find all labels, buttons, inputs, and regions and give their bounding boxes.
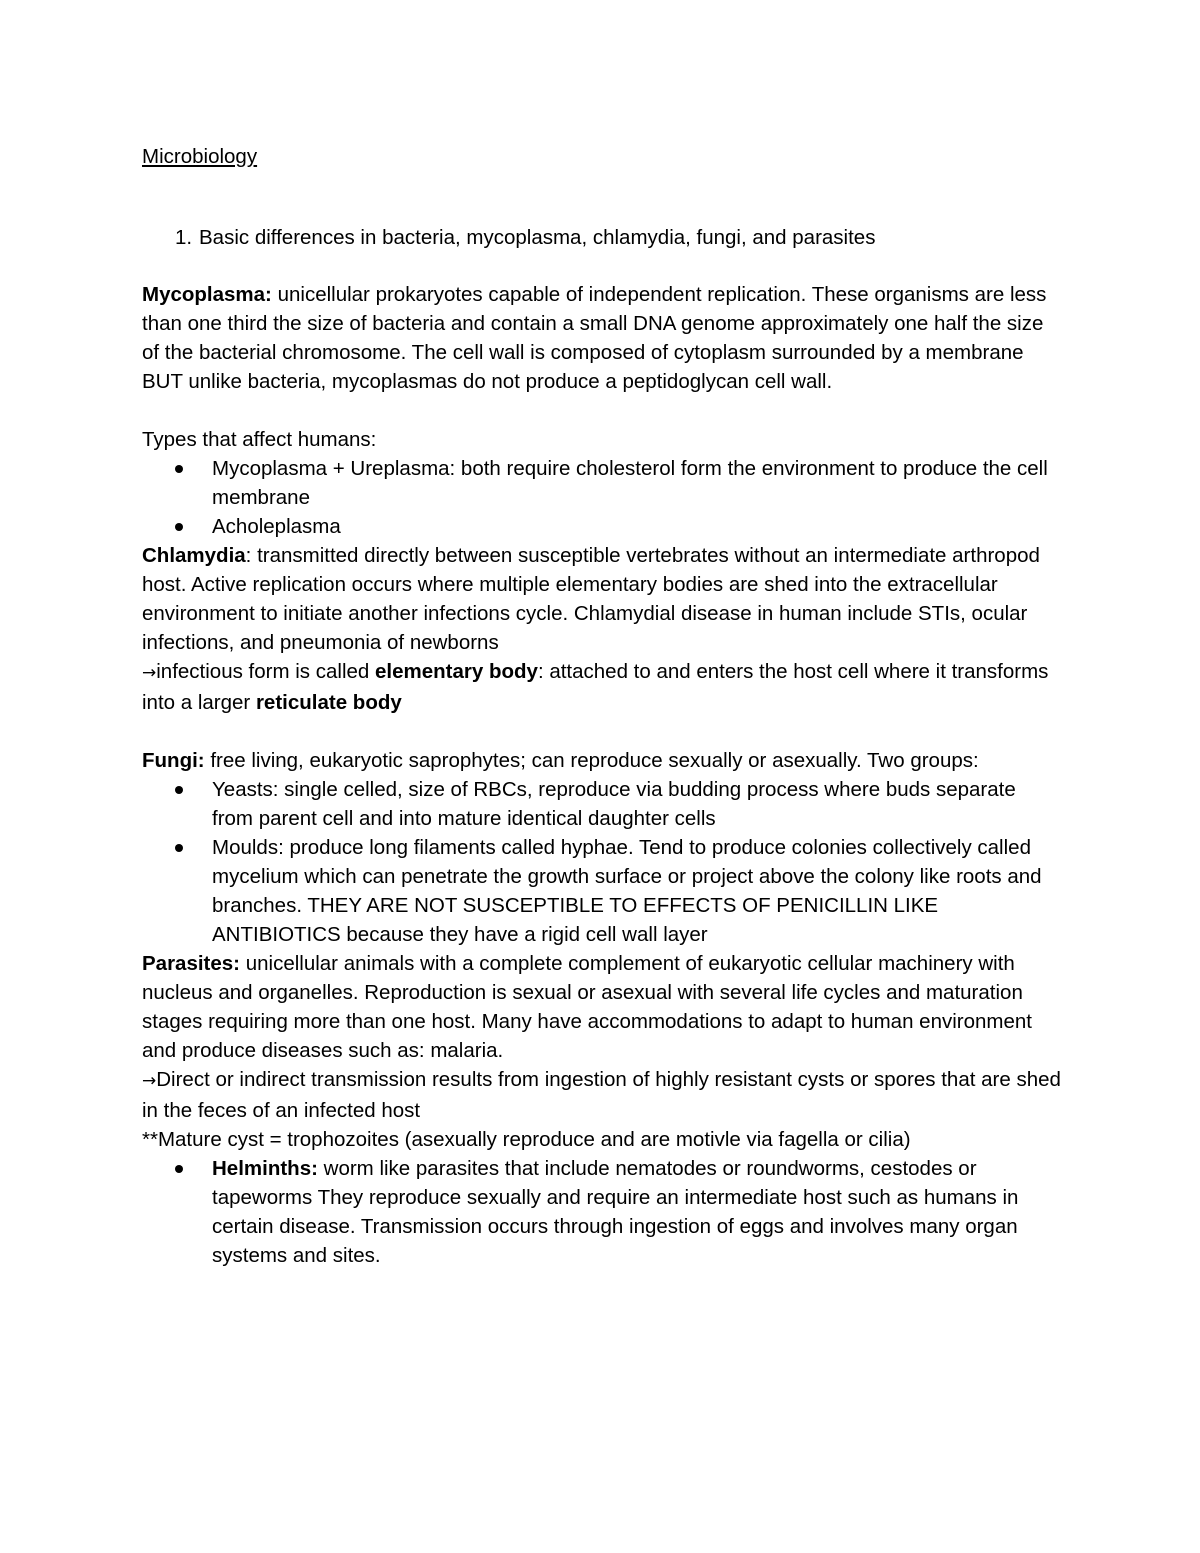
parasites-term: Parasites: (142, 952, 241, 975)
parasites-paragraph (142, 949, 1062, 1065)
list-item-text: Yeasts: single celled, size of RBCs, reproduce via budding process where buds separate from parent cell and into mature identical daughter cells (212, 778, 1016, 830)
bullet-icon (175, 844, 183, 852)
list-item-text: Acholeplasma (212, 515, 341, 538)
page-title: Microbiology (142, 145, 258, 168)
question-text: Basic differences in bacteria, mycoplasma, chlamydia, fungi, and parasites (199, 226, 876, 249)
fungi-text: free living, eukaryotic saprophytes; can reproduce sexually or asexually. Two groups: (204, 749, 979, 772)
arrow-right-icon: → (142, 663, 157, 683)
list-item (142, 1154, 1062, 1270)
list-item (142, 775, 1062, 833)
chlamydia-note (142, 657, 1062, 717)
parasites-text: unicellular animals with a complete complement of eukaryotic cellular machinery with nucleus and organelles. Reproduction is sexual or asexual with several life cycles and maturation stages requiring more than one host. Many have accommodations to adapt to human environment and produce diseases such as: malaria. (142, 952, 1032, 1062)
list-item-text: Moulds: produce long filaments called hyphae. Tend to produce colonies collectively called mycelium which can penetrate the growth surface or project above the colony like roots and branches. THEY ARE NOT SUSCEPTIBLE TO EFFECTS OF PENICILLIN LIKE ANTIBIOTICS because they have a rigid cell wall layer (212, 836, 1042, 946)
fungi-term: Fungi: (142, 749, 205, 772)
types-list (142, 454, 1062, 541)
question-item (142, 223, 1062, 252)
bullet-icon (175, 465, 183, 473)
question-list (142, 223, 1062, 252)
list-item (142, 454, 1062, 512)
mycoplasma-text: unicellular prokaryotes capable of independent replication. These organisms are less than one third the size of bacteria and contain a small DNA genome approximately one half the size of the bacterial chromosome. The cell wall is composed of cytoplasm surrounded by a membrane BUT unlike bacteria, mycoplasmas do not produce a peptidoglycan cell wall. (142, 283, 1047, 393)
parasites-note (142, 1065, 1062, 1125)
mycoplasma-term: Mycoplasma: (142, 283, 272, 306)
list-item (142, 512, 1062, 541)
helminths-text: worm like parasites that include nematodes or roundworms, cestodes or tapeworms They reproduce sexually and require an intermediate host such as humans in certain disease. Transmission occurs through ingestion of eggs and involves many organ systems and sites. (212, 1157, 1019, 1267)
types-heading: Types that affect humans: (142, 428, 377, 451)
chlamydia-term: Chlamydia (142, 544, 246, 567)
list-item-text: Mycoplasma + Ureplasma: both require cholesterol form the environment to produce the cell membrane (212, 457, 1048, 509)
helminths-term: Helminths: (212, 1157, 318, 1180)
chlamydia-paragraph (142, 541, 1062, 657)
note-text: Direct or indirect transmission results from ingestion of highly resistant cysts or spores that are shed in the feces of an infected host (142, 1068, 1061, 1122)
document-body (142, 142, 1062, 1270)
bullet-icon (175, 523, 183, 531)
helminths-list (142, 1154, 1062, 1270)
note-text: : attached to and enters the host cell where it transforms into a larger (142, 660, 1049, 714)
arrow-right-icon: → (142, 1071, 157, 1091)
question-number: 1. (175, 226, 193, 249)
parasites-note-2: **Mature cyst = trophozoites (asexually reproduce and are motivle via fagella or cilia) (142, 1128, 911, 1151)
note-text: infectious form is called (156, 660, 376, 683)
mycoplasma-paragraph (142, 280, 1062, 396)
note-term: reticulate body (255, 691, 402, 714)
bullet-icon (175, 1165, 183, 1173)
list-item (142, 833, 1062, 949)
fungi-paragraph (142, 746, 1062, 775)
note-term: elementary body (375, 660, 538, 683)
fungi-list (142, 775, 1062, 949)
bullet-icon (175, 786, 183, 794)
chlamydia-text: : transmitted directly between susceptible vertebrates without an intermediate arthropod host. Active replication occurs where multiple elementary bodies are shed into the extracellular environment to initiate another infections cycle. Chlamydial disease in human include STIs, ocular infections, and pneumonia of newborns (142, 544, 1040, 654)
